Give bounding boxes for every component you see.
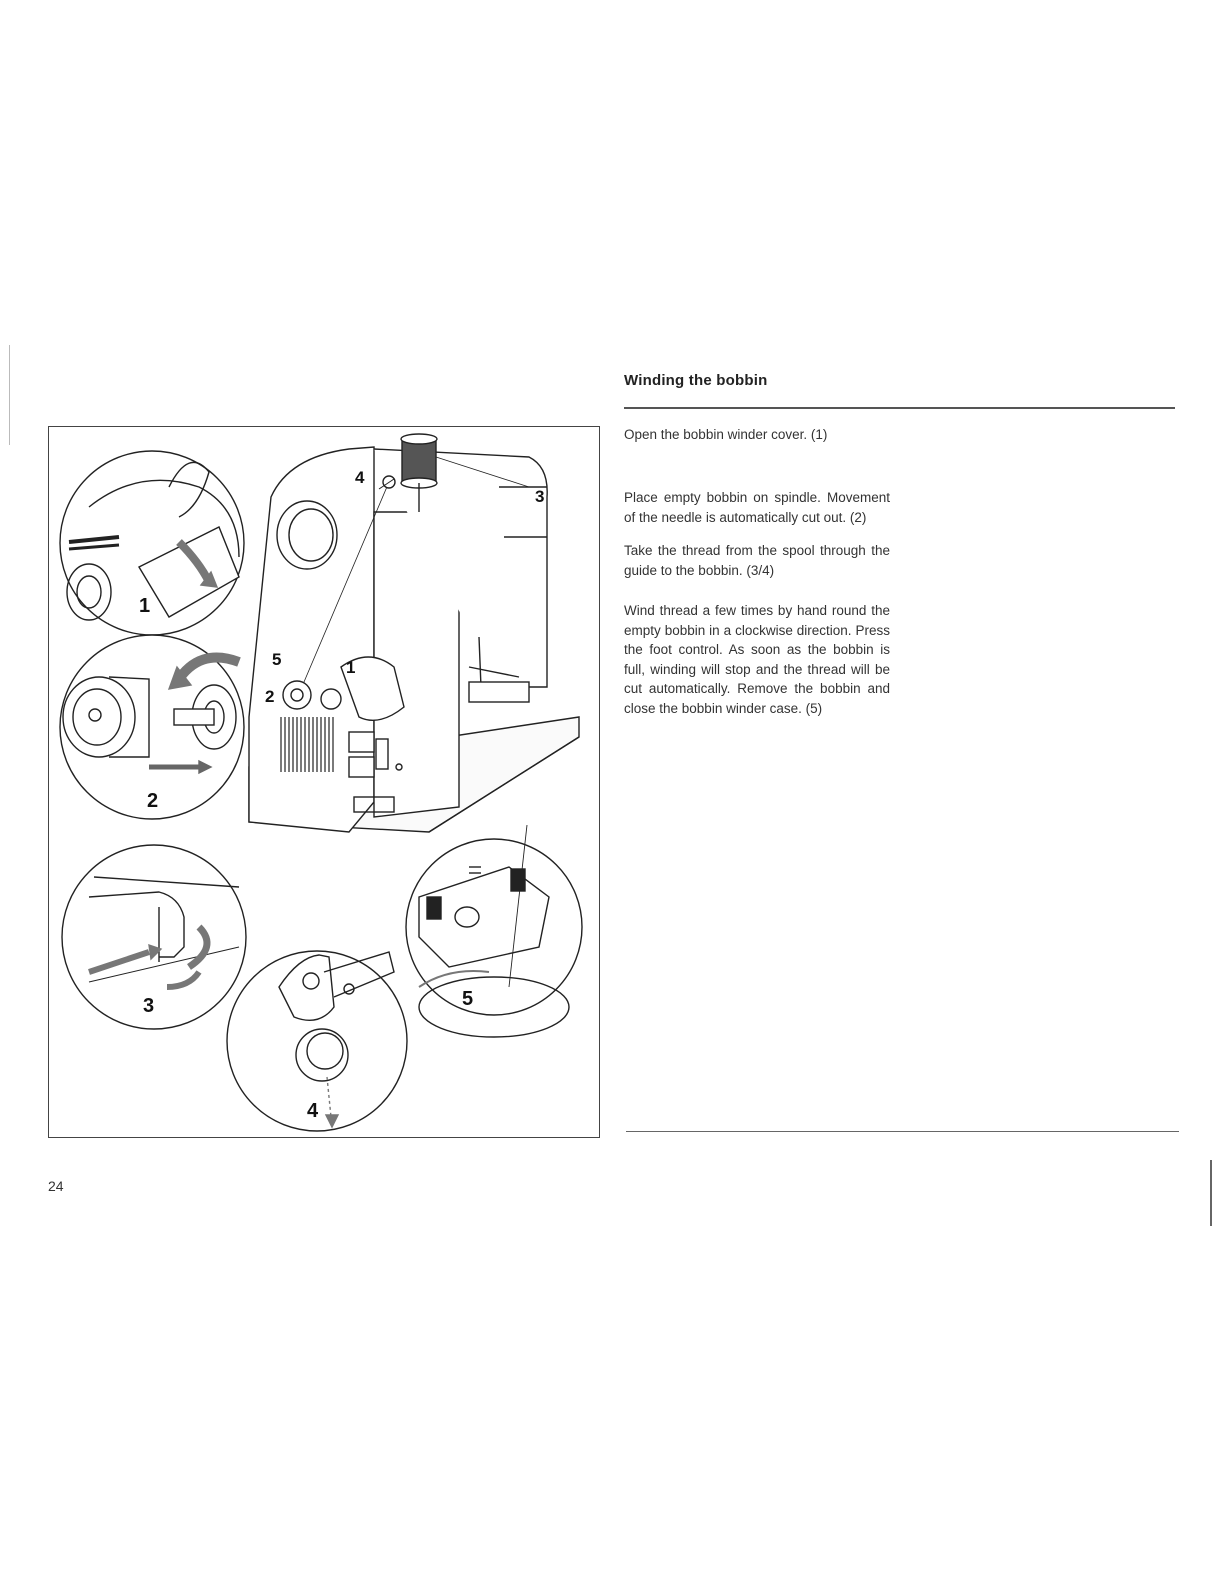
page-number: 24: [48, 1178, 64, 1194]
instruction-step-4: Wind thread a few times by hand round the empty bobbin in a clockwise direction. Press the foot control. As soon as the bobbin is full, winding will stop and the thread will be cut automatically. Remove the bobbin and close the bobbin winder case. (5): [624, 603, 890, 716]
callout-machine-2: 2: [265, 687, 275, 706]
sewing-machine-drawing: [249, 434, 579, 832]
page-edge-right: [1210, 1160, 1212, 1226]
callout-detail-1: 1: [139, 595, 151, 617]
instruction-step-2: Place empty bobbin on spindle. Movement of the needle is automatically cut out. (2): [624, 490, 890, 525]
title-rule: [624, 407, 1175, 409]
callout-detail-2: 2: [147, 790, 159, 812]
instruction-step-1: Open the bobbin winder cover. (1): [624, 427, 828, 442]
callout-machine-4: 4: [355, 468, 365, 487]
detail-circle-1: [60, 451, 244, 635]
callout-machine-1: 1: [346, 658, 356, 677]
callout-machine-5: 5: [272, 650, 282, 669]
detail-circle-5: [406, 825, 582, 1037]
callout-detail-4: 4: [307, 1100, 319, 1122]
bobbin-winding-illustration: [49, 427, 598, 1136]
instruction-step-3: Take the thread from the spool through the guide to the bobbin. (3/4): [624, 543, 890, 578]
section-title: Winding the bobbin: [624, 372, 768, 389]
callout-detail-3: 3: [143, 995, 155, 1017]
bottom-rule: [626, 1131, 1179, 1132]
callout-machine-3: 3: [535, 487, 545, 506]
illustration-frame: [48, 426, 600, 1138]
callout-detail-5: 5: [462, 988, 474, 1010]
page-edge-left: [9, 345, 10, 445]
